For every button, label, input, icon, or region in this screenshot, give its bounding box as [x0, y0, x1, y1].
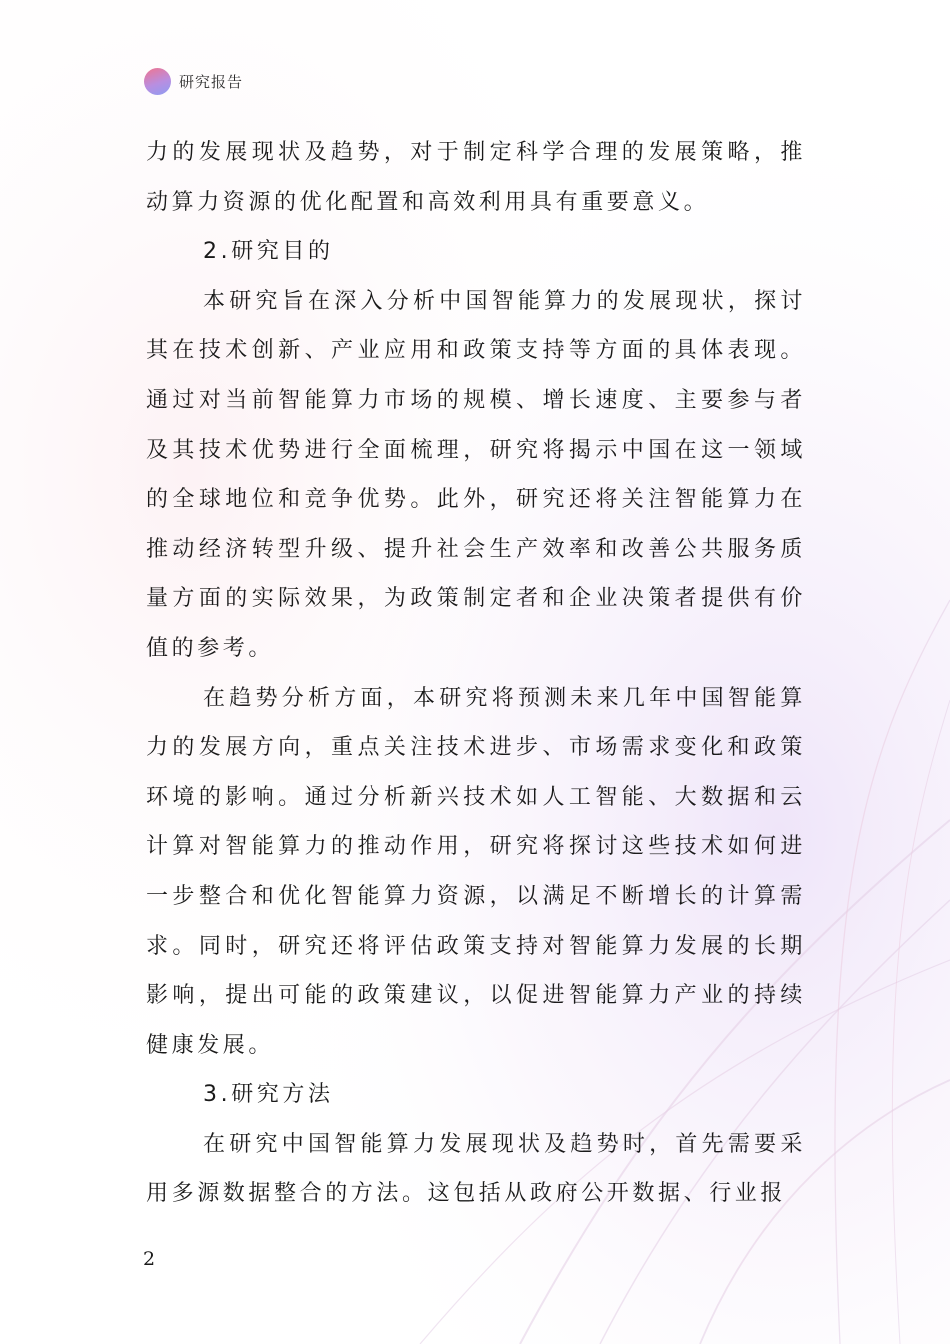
section-heading-research-methods: 3.研究方法: [203, 1082, 334, 1108]
header-title: 研究报告: [179, 72, 244, 91]
report-logo-icon: [144, 68, 171, 95]
paragraph-research-methods: 在研究中国智能算力发展现状及趋势时，首先需要采用多源数据整合的方法。这包括从政府公开数据、行业报: [146, 1131, 806, 1207]
paragraph-trend-analysis: 在趋势分析方面，本研究将预测未来几年中国智能算力的发展方向，重点关注技术进步、市场需求变化和政策环境的影响。通过分析新兴技术如人工智能、大数据和云计算对智能算力的推动作用，研究将探讨这些技术如何进一步整合和优化智能算力资源，以满足不断增长的计算需求。同时，研究还将评估政策支持对智能算力发展的长期影响，提出可能的政策建议，以促进智能算力产业的持续健康发展。: [146, 685, 806, 1058]
report-header: [144, 66, 243, 96]
paragraph-continuation: 力的发展现状及趋势，对于制定科学合理的发展策略，推动算力资源的优化配置和高效利用具有重要意义。: [146, 140, 806, 215]
paragraph-research-purpose: 本研究旨在深入分析中国智能算力的发展现状，探讨其在技术创新、产业应用和政策支持等方面的具体表现。通过对当前智能算力市场的规模、增长速度、主要参与者及其技术优势进行全面梳理，研究将揭示中国在这一领域的全球地位和竞争优势。此外，研究还将关注智能算力在推动经济转型升级、提升社会生产效率和改善公共服务质量方面的实际效果，为政策制定者和企业决策者提供有价值的参考。: [146, 288, 806, 661]
document-body: [146, 128, 806, 1219]
page-number: 2: [143, 1248, 156, 1270]
section-heading-research-purpose: 2.研究目的: [203, 239, 334, 265]
